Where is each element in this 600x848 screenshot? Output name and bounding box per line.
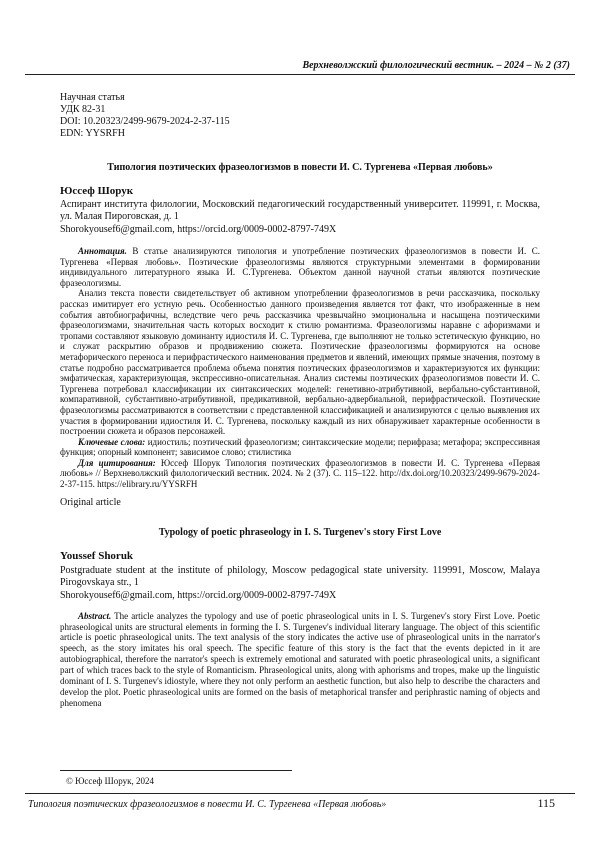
author-affiliation-ru: Аспирант института филологии, Московский педагогический государственный университет. 119991, г. Москва, ул. Малая Пироговская, д. 1 bbox=[60, 199, 540, 222]
running-title: Типология поэтических фразеологизмов в повести И. С. Тургенева «Первая любовь» bbox=[28, 799, 387, 810]
abstract-ru-label: Аннотация. bbox=[78, 246, 127, 256]
author-name-en: Youssef Shoruk bbox=[60, 549, 134, 562]
author-contacts-en[interactable]: Shorokyousef6@gmail.com, https://orcid.org/0009-0002-8797-749X bbox=[60, 589, 337, 601]
author-affiliation-en: Postgraduate student at the institute of philology, Moscow pedagogical state university. 119991, Moscow, Malaya Pirogovskaya str., 1 bbox=[60, 564, 540, 588]
abstract-ru-paragraph-1 bbox=[60, 246, 540, 288]
header-divider bbox=[25, 74, 575, 75]
abstract-en bbox=[60, 611, 540, 709]
article-meta bbox=[60, 92, 540, 140]
copyright-note: © Юссеф Шорук, 2024 bbox=[66, 776, 154, 786]
footer-divider bbox=[25, 793, 575, 794]
keywords-ru-label: Ключевые слова: bbox=[78, 436, 146, 447]
keywords-ru bbox=[60, 437, 540, 458]
footnote-divider bbox=[60, 770, 292, 771]
article-type: Научная статья bbox=[60, 92, 125, 103]
abstract-en-text: The article analyzes the typology and use of poetic phraseological units in I. S. Turgenev's story First Love. Poetic phraseological units are structural elements in forming the I. S. Turgenev's individual literary language. The object of this scientific article is poetic phraseological units. The text analysis of the story indicates the active use of phraseological units in the narrator's speech, as the story imitates his oral speech. The specific feature of this story is the fact that the events depicted in it are autobiographical, therefore the narrator's speech is extremely emotional and saturated with poetic phraseological units, a significant part of which traces back to the style of Romanticism. Phraseological units, along with aphorisms and tropes, make up the linguistic dominant of I. S. Turgenev's idiostyle, where they not only perform an aesthetic function, but also help to describe the characters and develop the plot. Poetic phraseological units are formed on the basis of metaphorical transfer and periphrastic naming of objects and phenomena bbox=[60, 610, 540, 708]
udk: УДК 82-31 bbox=[60, 104, 106, 115]
journal-header: Верхневолжский филологический вестник. – 2024 – № 2 (37) bbox=[302, 60, 570, 71]
doi[interactable]: DOI: 10.20323/2499-9679-2024-2-37-115 bbox=[60, 116, 230, 127]
abstract-ru-text-1: В статье анализируются типология и употребление поэтических фразеологизмов в повести И. С. Тургенева «Первая любовь». Поэтические фразеологизмы являются структурными элементами в формировании индивидуального литературного языка И. С.Тургенева. Объектом данной научной статьи являются поэтические фразеологизмы. bbox=[60, 246, 540, 288]
citation-ru bbox=[60, 458, 540, 490]
abstract-ru bbox=[60, 246, 540, 490]
article-title-ru: Типология поэтических фразеологизмов в повести И. С. Тургенева «Первая любовь» bbox=[107, 162, 493, 173]
author-contacts-ru[interactable]: Shorokyousef6@gmail.com, https://orcid.org/0009-0002-8797-749X bbox=[60, 224, 337, 235]
author-name-ru: Юссеф Шорук bbox=[60, 185, 134, 197]
abstract-en-label: Abstract. bbox=[78, 610, 112, 621]
article-type-en: Original article bbox=[60, 496, 121, 508]
page-number: 115 bbox=[537, 796, 555, 810]
citation-ru-label: Для цитирования: bbox=[78, 457, 156, 468]
edn: EDN: YYSRFH bbox=[60, 128, 125, 139]
keywords-ru-text: идиостиль; поэтический фразеологизм; синтаксические модели; перифраза; метафора; экспрессивная функция; опорный компонент; зависимое слово; стилистика bbox=[60, 436, 540, 458]
abstract-ru-paragraph-2: Анализ текста повести свидетельствует об активном употреблении фразеологизмов в речи рассказчика, поскольку рассказ имитирует его устную речь. Особенностью данного произведения является тот факт, что изображенные в нем события автобиографичны, вследствие чего речь рассказчика чрезвычайно эмоциональна и насыщена поэтическими фразеологизмами, значительная часть которых восходит к стилю романтизма. Фразеологизмы наравне с афоризмами и тропами составляют языковую доминанту идиостиля И. С. Тургенева, где выполняют не только эстетическую функцию, но и служат раскрытию образов и продвижению сюжета. Поэтические фразеологизмы формируются на основе метафорического переноса и перифрастического наименования предметов и явлений, имеющих прямые значения, поэтому в статье подробно рассматривается проблема объема понятия поэтических фразеологизмов и характеризуются их функции: эмфатическая, характеризующая, экспрессивно-описательная. Анализ системы поэтических фразеологизмов повести И. С. Тургенева потребовал классификации их синтаксических моделей: генетивно-атрибутивной, вербально-субстантивной, компаративной, субстантивно-атрибутивной, предикативной, вербально-адвербиальной, перифрастической. Поэтические фразеологизмы рассматриваются в соответствии с представленной классификацией и анализируются с целью выявления их участия в формировании идиостиля И. С. Тургенева, поскольку каждый из них обнаруживает характерные особенности в построении сюжета и образов персонажей. bbox=[60, 288, 540, 437]
article-title-en: Typology of poetic phraseology in I. S. Turgenev's story First Love bbox=[158, 526, 442, 538]
citation-ru-text[interactable]: Юссеф Шорук Типология поэтических фразеологизмов в повести И. С. Тургенева «Первая любовь» // Верхневолжский филологический вестник. 2024. № 2 (37). С. 115–122. http://dx.doi.org/10.20323/2499-9679-2024-2-37-115. https://elibrary.ru/YYSRFH bbox=[60, 457, 541, 490]
article-body bbox=[60, 92, 540, 709]
